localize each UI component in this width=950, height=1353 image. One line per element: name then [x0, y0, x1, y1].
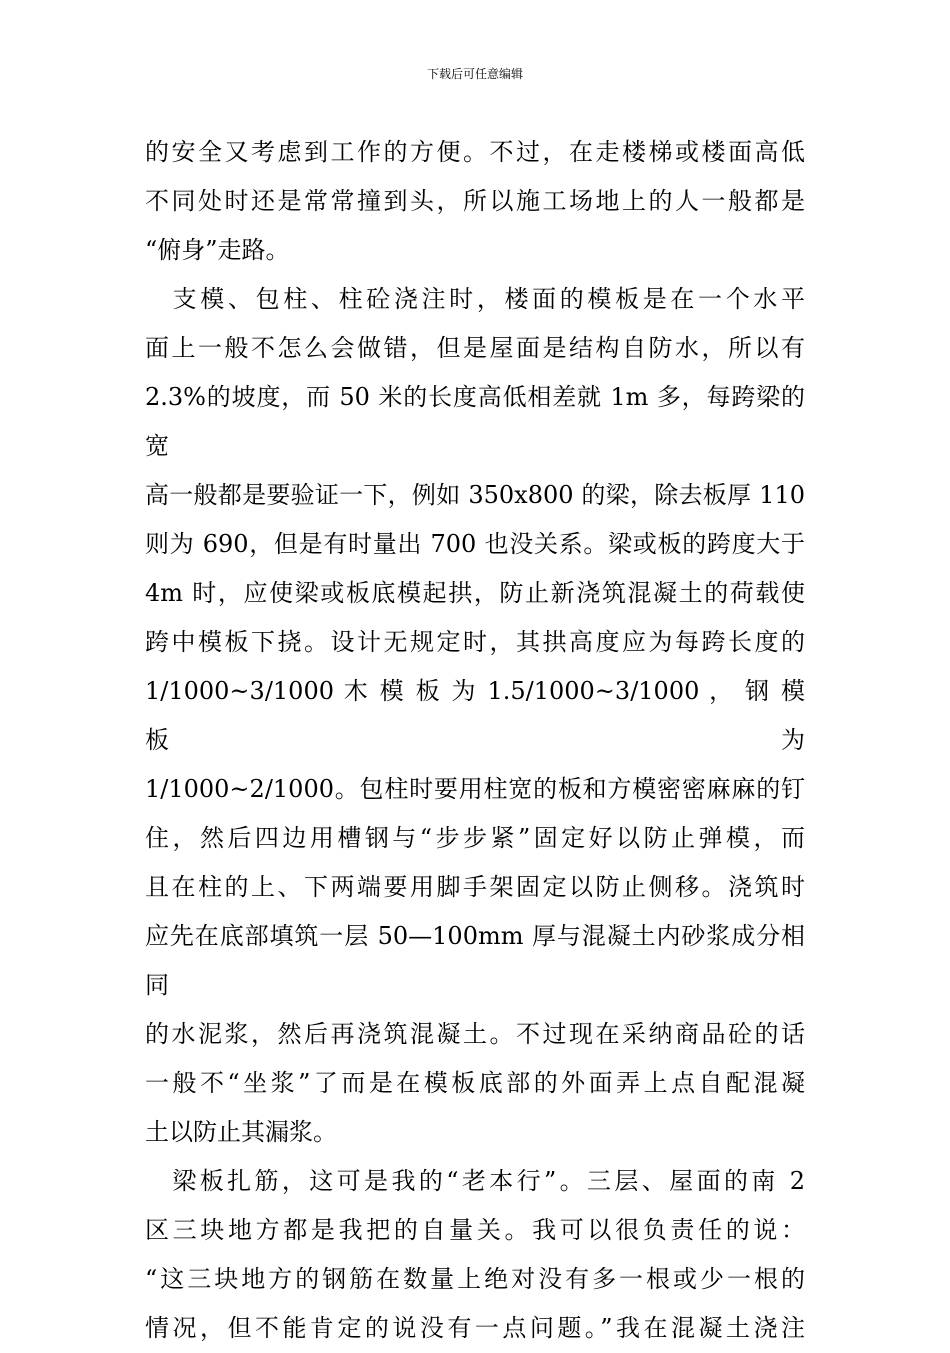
- text-line: 情况，但不能肯定的说没有一点问题。”我在混凝土浇注: [145, 1314, 805, 1342]
- text-line: 且在柱的上、下两端要用脚手架固定以防止侧移。浇筑时: [145, 873, 805, 901]
- text-line: “俯身”走路。: [145, 236, 290, 264]
- text-line: 高一般都是要验证一下，例如 350x800 的梁，除去板厚 110: [145, 481, 805, 509]
- text-line: 1/1000~3/1000 木 模 板 为 1.5/1000~3/1000 ， 钢 模 板 为: [145, 677, 805, 754]
- text-line: 的安全又考虑到工作的方便。不过，在走楼梯或楼面高低: [145, 138, 805, 166]
- text-line: 住，然后四边用槽钢与“步步紧”固定好以防止弹模，而: [145, 824, 805, 852]
- text-line: 4m 时，应使梁或板底模起拱，防止新浇筑混凝土的荷载使: [145, 579, 805, 607]
- text-line: 面上一般不怎么会做错，但是屋面是结构自防水，所以有: [145, 334, 805, 362]
- text-line: 则为 690，但是有时量出 700 也没关系。梁或板的跨度大于: [145, 530, 805, 558]
- text-line: 不同处时还是常常撞到头，所以施工场地上的人一般都是: [145, 187, 805, 215]
- text-line: 1/1000~2/1000。包柱时要用柱宽的板和方模密密麻麻的钉: [145, 775, 805, 803]
- text-line: 梁板扎筋，这可是我的“老本行”。三层、屋面的南 2: [145, 1167, 805, 1195]
- text-line: 跨中模板下挠。设计无规定时，其拱高度应为每跨长度的: [145, 628, 805, 656]
- paragraph-1: [145, 128, 805, 275]
- page-header: 下载后可任意编辑: [426, 67, 523, 81]
- document-body: [145, 128, 805, 1353]
- text-line: 区三块地方都是我把的自量关。我可以很负责任的说：: [145, 1216, 805, 1244]
- paragraph-2: [145, 275, 805, 1157]
- text-line: 一般不“坐浆”了而是在模板底部的外面弄上点自配混凝: [145, 1069, 805, 1097]
- text-line: 支模、包柱、柱砼浇注时，楼面的模板是在一个水平: [145, 285, 805, 313]
- text-line: 2.3%的坡度，而 50 米的长度高低相差就 1m 多，每跨梁的宽: [145, 383, 805, 460]
- text-line: 土以防止其漏浆。: [145, 1118, 337, 1146]
- paragraph-3: [145, 1157, 805, 1353]
- text-line: 的水泥浆，然后再浇筑混凝土。不过现在采纳商品砼的话: [145, 1020, 805, 1048]
- text-line: 应先在底部填筑一层 50—100mm 厚与混凝土内砂浆成分相同: [145, 922, 805, 999]
- text-line: “这三块地方的钢筋在数量上绝对没有多一根或少一根的: [145, 1265, 805, 1293]
